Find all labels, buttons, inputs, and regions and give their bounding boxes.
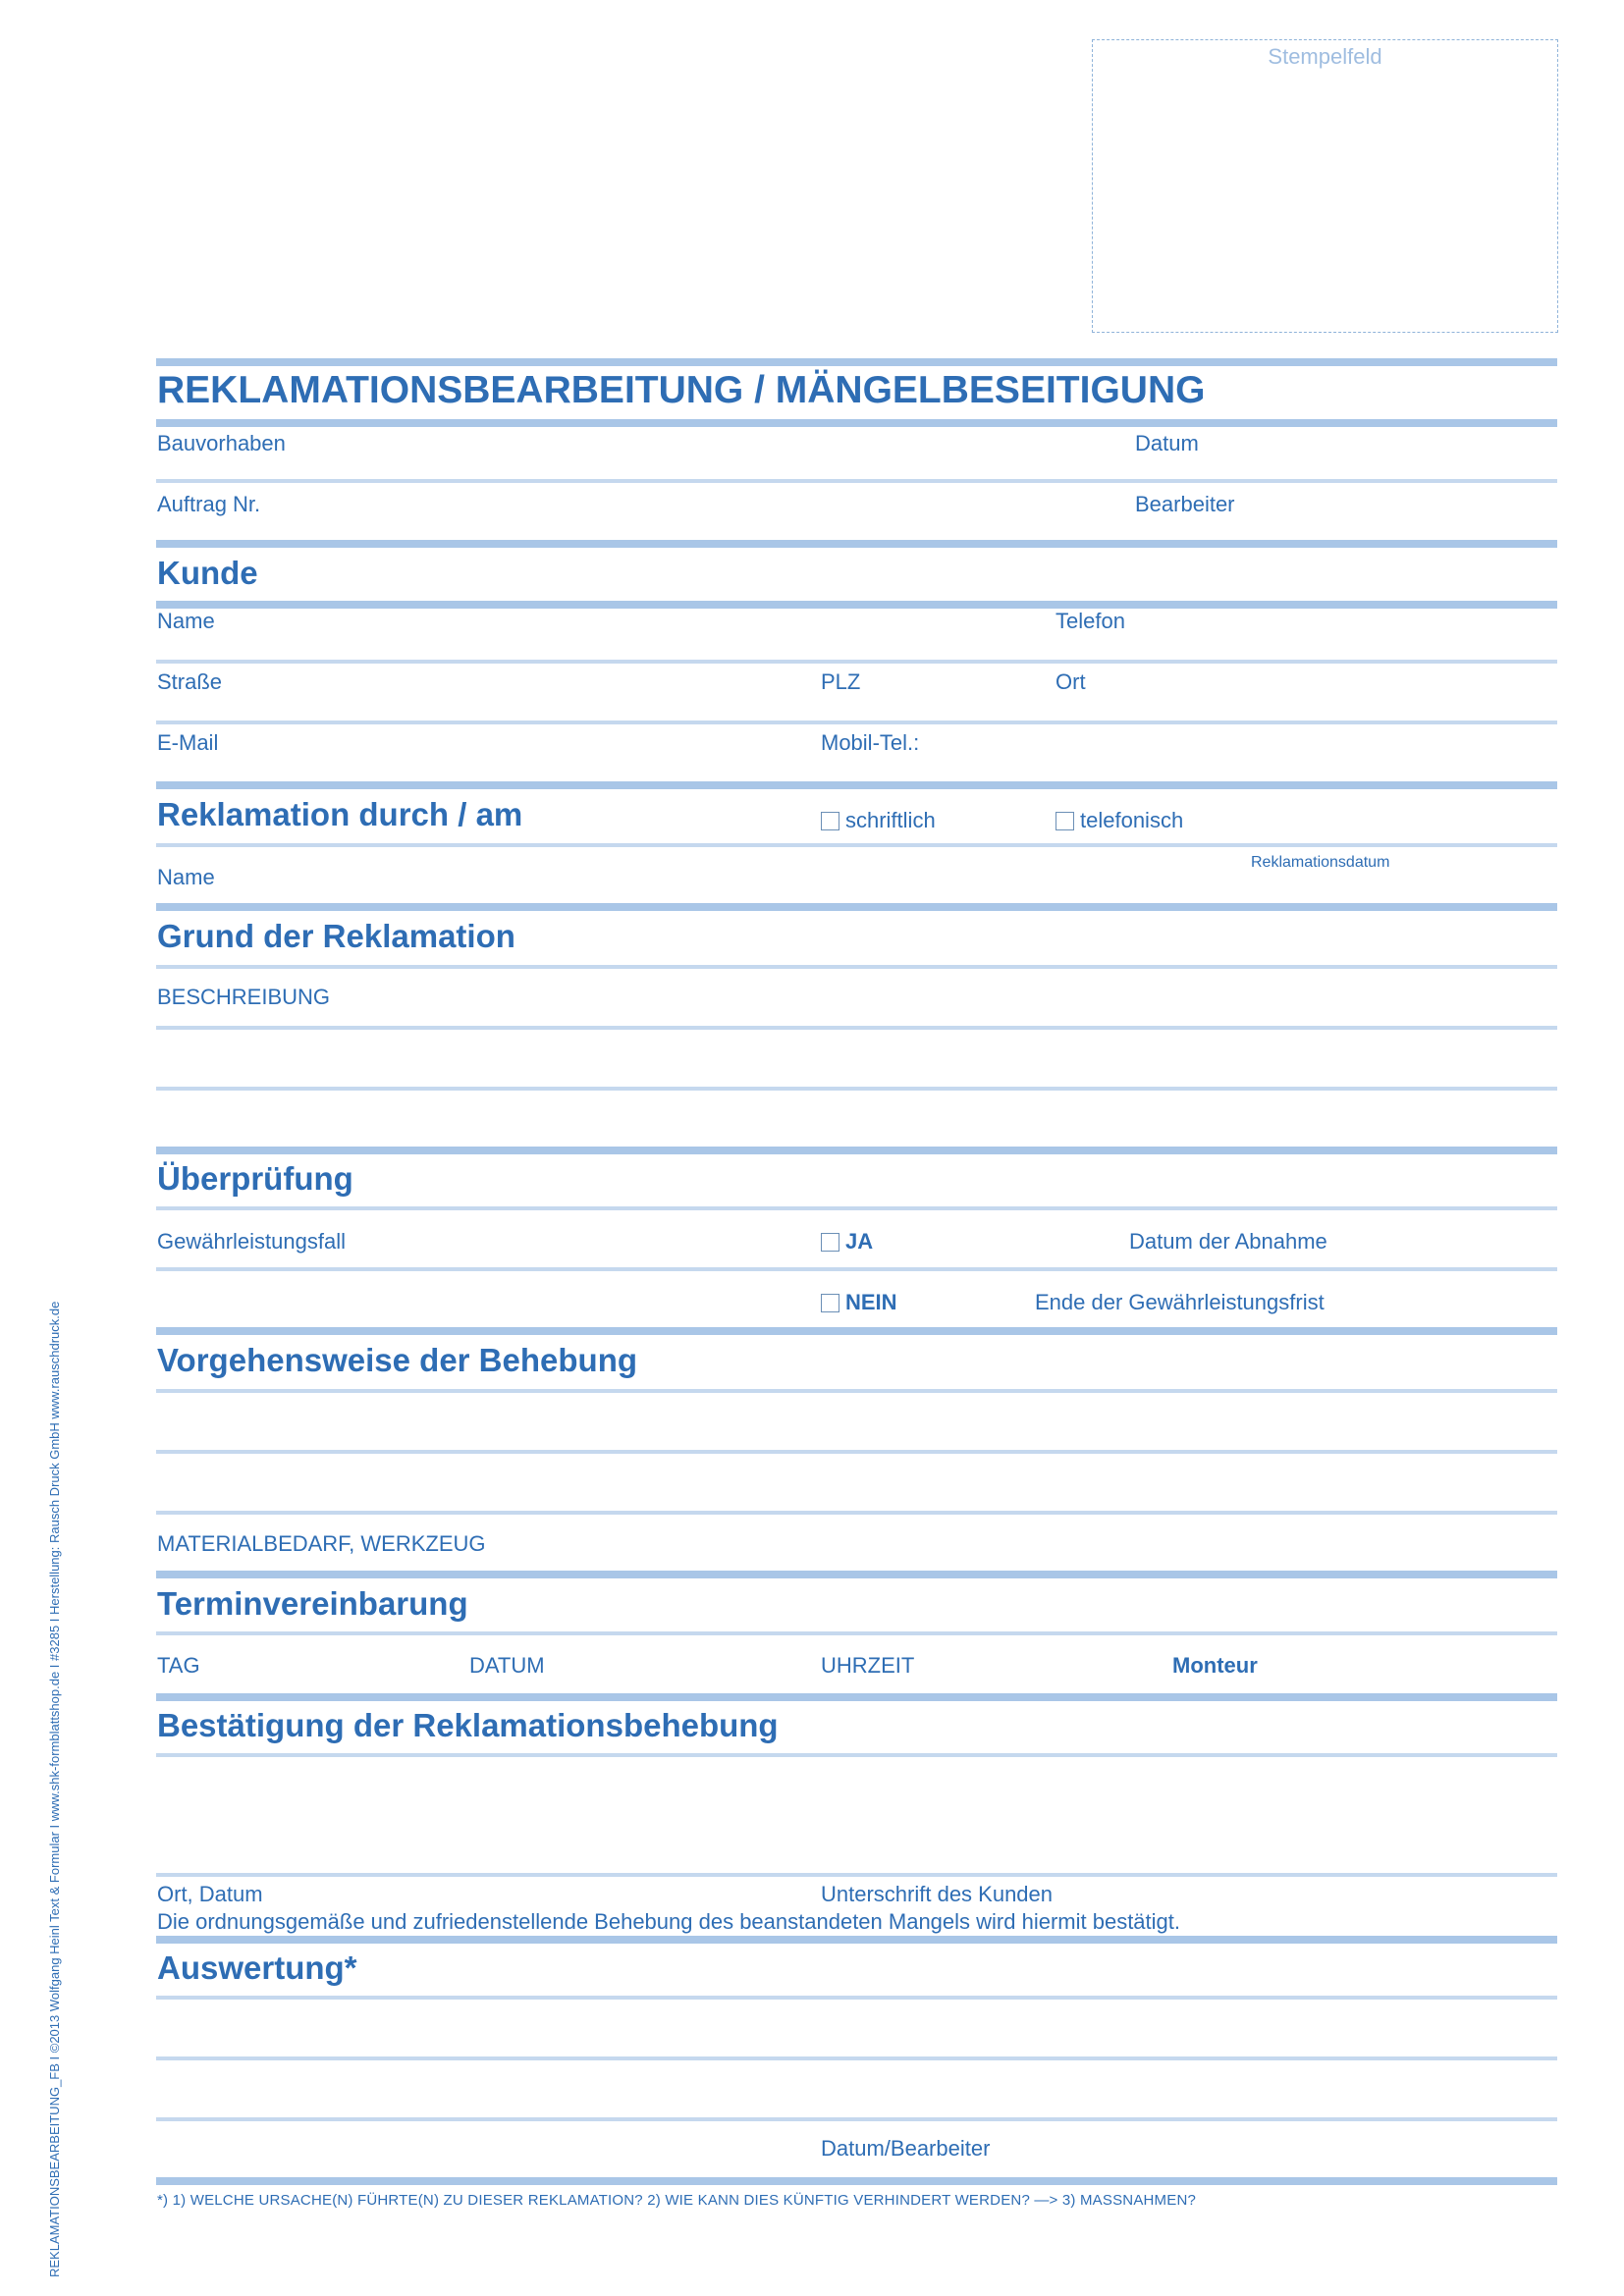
datum-label: Datum bbox=[1135, 431, 1199, 455]
ende-frist-label: Ende der Gewährleistungsfrist bbox=[1035, 1290, 1325, 1314]
email-label: E-Mail bbox=[157, 730, 219, 755]
mobil-label: Mobil-Tel.: bbox=[821, 730, 920, 755]
form-line bbox=[156, 1511, 1557, 1515]
divider bbox=[156, 781, 1557, 789]
form-line bbox=[156, 721, 1557, 724]
termin-datum-label: DATUM bbox=[469, 1653, 545, 1678]
monteur-label: Monteur bbox=[1172, 1653, 1258, 1678]
nein-checkbox[interactable] bbox=[821, 1294, 839, 1312]
nein-option[interactable] bbox=[821, 1290, 897, 1315]
form-line bbox=[156, 1267, 1557, 1271]
strasse-label: Straße bbox=[157, 669, 223, 694]
ja-option[interactable] bbox=[821, 1229, 873, 1255]
form-line bbox=[156, 479, 1557, 483]
ja-label: JA bbox=[845, 1229, 874, 1254]
ja-checkbox[interactable] bbox=[821, 1233, 839, 1252]
divider bbox=[156, 1147, 1557, 1154]
unterschrift-label: Unterschrift des Kunden bbox=[821, 1882, 1054, 1906]
datum-abnahme-label: Datum der Abnahme bbox=[1129, 1229, 1327, 1254]
form-line bbox=[156, 1631, 1557, 1635]
divider bbox=[156, 540, 1557, 548]
form-line bbox=[156, 1026, 1557, 1030]
form-line bbox=[156, 1873, 1557, 1877]
form-title: REKLAMATIONSBEARBEITUNG / MÄNGELBESEITIGUNG bbox=[157, 369, 1206, 411]
form-line bbox=[156, 1206, 1557, 1210]
ueberpruefung-heading: Überprüfung bbox=[157, 1160, 353, 1197]
form-line bbox=[156, 1753, 1557, 1757]
material-label: MATERIALBEDARF, WERKZEUG bbox=[157, 1531, 486, 1556]
bestaetigung-heading: Bestätigung der Reklamationsbehebung bbox=[157, 1707, 779, 1743]
stamp-field bbox=[1092, 39, 1558, 333]
telefonisch-label: telefonisch bbox=[1080, 808, 1184, 832]
grund-heading: Grund der Reklamation bbox=[157, 918, 515, 954]
form-line bbox=[156, 843, 1557, 847]
form-line bbox=[156, 1450, 1557, 1454]
form-line bbox=[156, 1389, 1557, 1393]
divider bbox=[156, 358, 1557, 366]
reklamation-name-label: Name bbox=[157, 865, 215, 889]
ort-label: Ort bbox=[1056, 669, 1086, 694]
schriftlich-label: schriftlich bbox=[845, 808, 936, 832]
form-line bbox=[156, 1087, 1557, 1091]
beschreibung-label: BESCHREIBUNG bbox=[157, 985, 331, 1009]
auswertung-heading: Auswertung* bbox=[157, 1949, 357, 1986]
schriftlich-checkbox[interactable] bbox=[821, 812, 839, 830]
side-imprint: REKLAMATIONSBEARBEITUNG_FB I ©2013 Wolfgang Heinl Text & Formular I www.shk-formblattshop.de I #3285 I Herstellung: Rausch Druck GmbH www.rauschdruck.de bbox=[47, 1301, 62, 2277]
ort-datum-label: Ort, Datum bbox=[157, 1882, 263, 1906]
gewaehrleistungsfall-label: Gewährleistungsfall bbox=[157, 1229, 346, 1254]
datum-bearbeiter-label: Datum/Bearbeiter bbox=[821, 2136, 991, 2161]
termin-heading: Terminvereinbarung bbox=[157, 1585, 468, 1622]
form-line bbox=[156, 660, 1557, 664]
kunde-name-label: Name bbox=[157, 609, 215, 633]
divider bbox=[156, 419, 1557, 427]
form-line bbox=[156, 965, 1557, 969]
schriftlich-option[interactable] bbox=[821, 808, 936, 833]
footnote: *) 1) WELCHE URSACHE(N) FÜHRTE(N) ZU DIESER REKLAMATION? 2) WIE KANN DIES KÜNFTIG VERHINDERT WERDEN? —> 3) MASSNAHMEN? bbox=[157, 2192, 1197, 2209]
reklamationsdatum-label: Reklamationsdatum bbox=[1251, 854, 1390, 871]
form-line bbox=[156, 2117, 1557, 2121]
divider bbox=[156, 1571, 1557, 1578]
nein-label: NEIN bbox=[845, 1290, 897, 1314]
divider bbox=[156, 1936, 1557, 1944]
form-line bbox=[156, 1996, 1557, 2000]
divider bbox=[156, 2177, 1557, 2185]
tag-label: TAG bbox=[157, 1653, 200, 1678]
auftrag-label: Auftrag Nr. bbox=[157, 492, 261, 516]
form-line bbox=[156, 2056, 1557, 2060]
plz-label: PLZ bbox=[821, 669, 861, 694]
uhrzeit-label: UHRZEIT bbox=[821, 1653, 915, 1678]
divider bbox=[156, 1693, 1557, 1701]
telefon-label: Telefon bbox=[1056, 609, 1125, 633]
divider bbox=[156, 1327, 1557, 1335]
reklamation-durch-heading: Reklamation durch / am bbox=[157, 796, 523, 832]
kunde-heading: Kunde bbox=[157, 555, 258, 591]
bearbeiter-label: Bearbeiter bbox=[1135, 492, 1235, 516]
telefonisch-checkbox[interactable] bbox=[1056, 812, 1074, 830]
divider bbox=[156, 601, 1557, 609]
divider bbox=[156, 903, 1557, 911]
telefonisch-option[interactable] bbox=[1056, 808, 1183, 833]
bestaetigung-text: Die ordnungsgemäße und zufriedenstellende Behebung des beanstandeten Mangels wird hiermit bestätigt. bbox=[157, 1909, 1181, 1934]
bauvorhaben-label: Bauvorhaben bbox=[157, 431, 286, 455]
vorgehensweise-heading: Vorgehensweise der Behebung bbox=[157, 1342, 638, 1378]
stamp-field-label: Stempelfeld bbox=[1268, 44, 1382, 69]
